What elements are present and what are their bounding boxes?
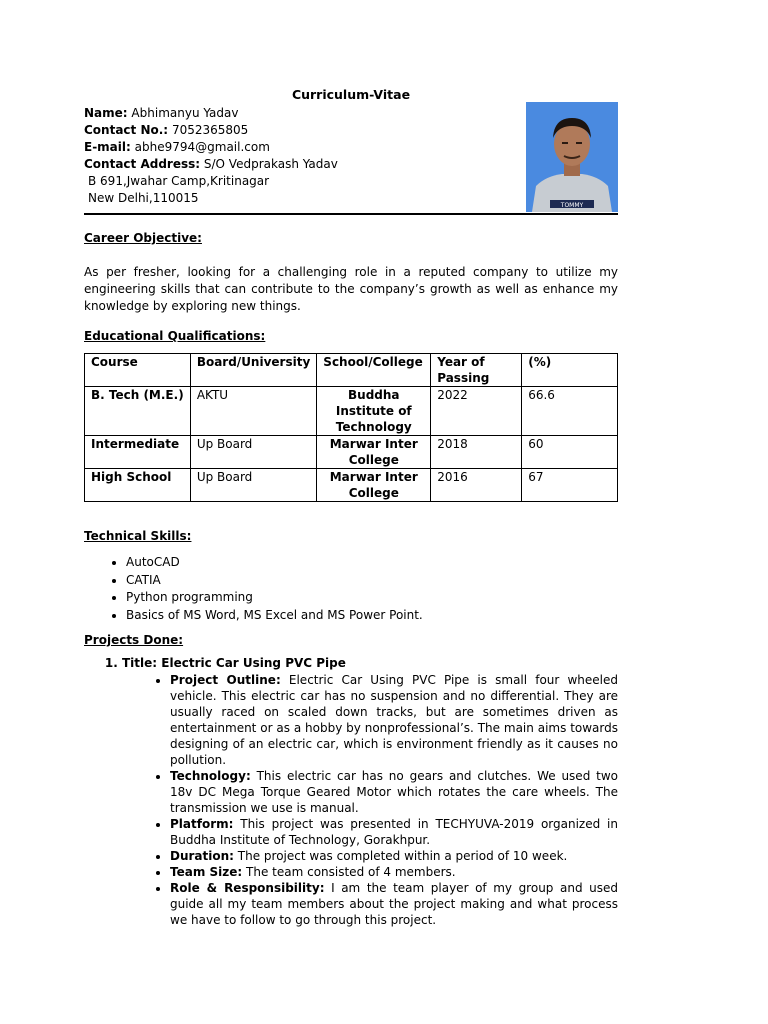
role-text: I am the team player of my group and used guide all my team members about the project making and what process we have to follow to go through this project. — [170, 881, 618, 927]
list-item: • Python programming — [126, 589, 618, 607]
name-value: Abhimanyu Yadav — [131, 106, 239, 120]
cv-header — [84, 86, 618, 215]
table-row — [85, 469, 618, 502]
cell-school: Buddha Institute of Technology — [317, 387, 431, 436]
skills-list — [84, 554, 618, 624]
list-item — [170, 864, 618, 880]
projects-list — [84, 655, 618, 928]
table-row — [85, 436, 618, 469]
skills-heading: Technical Skills: — [84, 529, 192, 543]
project-details — [122, 672, 618, 928]
technology-label: Technology: — [170, 769, 251, 783]
list-item — [170, 672, 618, 768]
list-item — [170, 880, 618, 928]
address-label: Contact Address: — [84, 157, 201, 171]
column-header: Year of Passing — [431, 354, 522, 387]
projects-heading: Projects Done: — [84, 633, 184, 647]
column-header: Course — [85, 354, 191, 387]
list-item: • Basics of MS Word, MS Excel and MS Power Point. — [126, 607, 618, 625]
page-title: Curriculum-Vitae — [291, 87, 411, 102]
profile-photo — [526, 102, 618, 212]
project-title: Title: Electric Car Using PVC Pipe — [122, 656, 346, 670]
technology-text: This electric car has no gears and clutches. We used two 18v DC Mega Torque Geared Motor which rotates the care wheels. The transmission we use is manual. — [170, 769, 618, 815]
duration-text: The project was completed within a period of 10 week. — [237, 849, 568, 863]
table-header-row — [85, 354, 618, 387]
cell-school: Marwar Inter College — [317, 469, 431, 502]
team-size-label: Team Size: — [170, 865, 243, 879]
portrait-image — [526, 102, 618, 212]
contact-label: Contact No.: — [84, 123, 169, 137]
list-item — [170, 848, 618, 864]
cell-year: 2016 — [431, 469, 522, 502]
cell-percent: 67 — [522, 469, 618, 502]
cell-board: Up Board — [190, 436, 316, 469]
team-size-text: The team consisted of 4 members. — [246, 865, 456, 879]
cell-course: Intermediate — [85, 436, 191, 469]
project-item — [122, 655, 618, 928]
contact-value: 7052365805 — [171, 123, 249, 137]
cell-course: B. Tech (M.E.) — [85, 387, 191, 436]
cell-board: AKTU — [190, 387, 316, 436]
cell-year: 2018 — [431, 436, 522, 469]
name-label: Name: — [84, 106, 128, 120]
cv-page — [84, 86, 618, 928]
column-header: School/College — [317, 354, 431, 387]
education-table — [84, 353, 618, 502]
table-row — [85, 387, 618, 436]
email-label: E-mail: — [84, 140, 131, 154]
email-value: abhe9794@gmail.com — [134, 140, 270, 154]
column-header: Board/University — [190, 354, 316, 387]
platform-text: This project was presented in TECHYUVA-2019 organized in Buddha Institute of Technology, Gorakhpur. — [170, 817, 618, 847]
education-heading: Educational Qualifications: — [84, 329, 266, 343]
list-item — [170, 768, 618, 816]
platform-label: Platform: — [170, 817, 234, 831]
cell-percent: 60 — [522, 436, 618, 469]
role-label: Role & Responsibility: — [170, 881, 325, 895]
cell-school: Marwar Inter College — [317, 436, 431, 469]
career-objective-text: As per fresher, looking for a challenging role in a reputed company to utilize my engineering skills that can contribute to the company’s growth as well as enhance my knowledge by exploring new things. — [84, 265, 618, 313]
cell-board: Up Board — [190, 469, 316, 502]
duration-label: Duration: — [170, 849, 234, 863]
list-item: • CATIA — [126, 572, 618, 590]
list-item: • AutoCAD — [126, 554, 618, 572]
column-header: (%) — [522, 354, 618, 387]
cell-percent: 66.6 — [522, 387, 618, 436]
address-line-1: S/O Vedprakash Yadav — [203, 157, 338, 171]
address-line-3: New Delhi,110015 — [88, 191, 199, 205]
cell-year: 2022 — [431, 387, 522, 436]
cell-course: High School — [85, 469, 191, 502]
outline-text: Electric Car Using PVC Pipe is small four wheeled vehicle. This electric car has no suspension and no differential. They are usually raced on scaled down tracks, but are sometimes driven as entertainment or as a hobby by nonprofessional’s. The main aims towards designing of an electric car, which is environment friendly as it causes no pollution. — [170, 673, 618, 767]
list-item — [170, 816, 618, 848]
career-objective-heading: Career Objective: — [84, 231, 202, 245]
outline-label: Project Outline: — [170, 673, 281, 687]
shirt-logo-text: TOMMY — [560, 202, 584, 209]
address-line-2: B 691,Jwahar Camp,Kritinagar — [88, 174, 270, 188]
